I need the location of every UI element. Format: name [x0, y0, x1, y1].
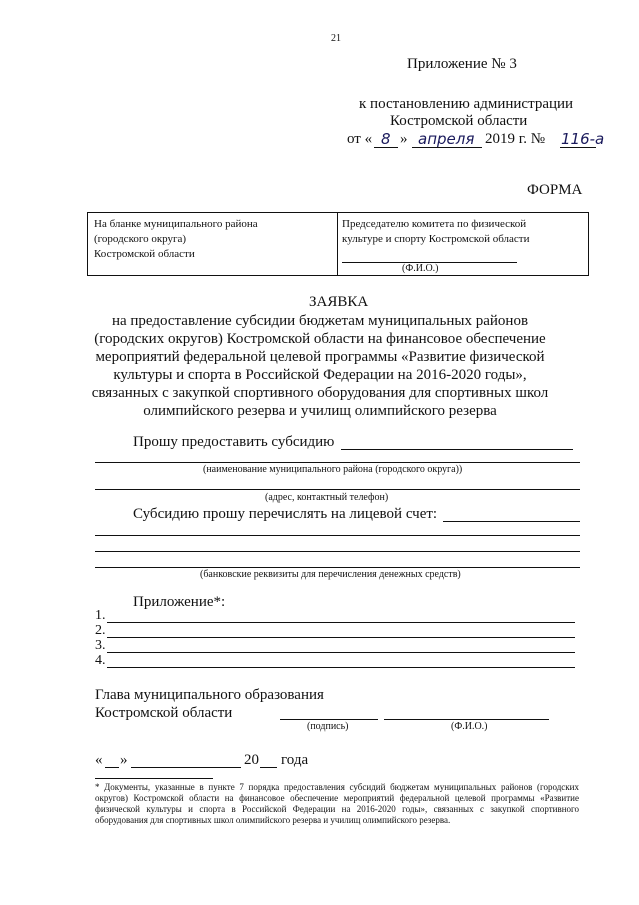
header-right-text	[342, 217, 529, 247]
appendix-line1: к постановлению администрации	[359, 96, 574, 112]
attachment-item-4: 4.	[95, 653, 106, 668]
request-line6: олимпийского резерва и училищ олимпийского резерва	[143, 403, 497, 419]
appendix-date-mid: »	[400, 131, 408, 147]
date-day-line[interactable]	[105, 767, 119, 768]
signature-line1: Глава муниципального образования	[95, 687, 324, 703]
bank-caption: (банковские реквизиты для перечисления денежных средств)	[200, 569, 461, 580]
address-line[interactable]	[95, 489, 580, 490]
signature-name-line[interactable]	[384, 719, 549, 720]
appendix-day: 8	[381, 130, 391, 148]
request-title: ЗАЯВКА	[309, 294, 369, 310]
attachment-line-1[interactable]	[107, 622, 575, 623]
request-line3: мероприятий федеральной целевой программы «Развитие физической	[95, 349, 545, 365]
date-close-quote: »	[120, 752, 128, 768]
request-line2: (городских округов) Костромской области на финансовое обеспечение	[94, 331, 546, 347]
transfer-request-label: Субсидию прошу перечислять на лицевой счет:	[133, 506, 438, 522]
signature-name-caption: (Ф.И.О.)	[451, 721, 488, 732]
appendix-number: 116-а	[561, 130, 605, 148]
attachment-line-4[interactable]	[107, 667, 575, 668]
page-number: 21	[331, 33, 341, 44]
header-left-text	[94, 217, 258, 262]
header-right-line2: культуре и спорту Костромской области	[342, 233, 530, 245]
attachment-item-1: 1.	[95, 608, 106, 623]
attachment-item-2: 2.	[95, 623, 106, 638]
subsidy-request-label: Прошу предоставить субсидию	[133, 434, 335, 450]
appendix-date-prefix: от «	[347, 131, 373, 147]
account-line[interactable]	[443, 521, 580, 522]
footnote-text: * Документы, указанные в пункте 7 порядка предоставления субсидий бюджетам муниципальных районов (городских округов) Костромской области на финансовое обеспечение мероприятий федеральной целевой программы «Развитие физической культуры и спорта в Российской Федерации на 2016-2020 годы», связанных с закупкой спортивного оборудования для спортивных школ олимпийского резерва и училищ олимпийского резерва.	[95, 782, 579, 825]
attachment-line-2[interactable]	[107, 637, 575, 638]
bank-line-3[interactable]	[95, 567, 580, 568]
signature-sign-line[interactable]	[280, 719, 378, 720]
signature-line2: Костромской области	[95, 705, 233, 721]
date-year-word: года	[281, 752, 309, 768]
header-right-line1: Председателю комитета по физической	[342, 218, 527, 230]
appendix-year: 2019 г. №	[485, 131, 546, 147]
date-month-line[interactable]	[131, 767, 241, 768]
footnote-separator	[95, 778, 213, 779]
attachment-item-3: 3.	[95, 638, 106, 653]
header-box-divider	[337, 213, 338, 275]
bank-line-1[interactable]	[95, 535, 580, 536]
date-open-quote: «	[95, 752, 103, 768]
appendix-title: Приложение № 3	[407, 56, 517, 72]
date-century: 20	[244, 752, 259, 768]
header-left-line3: Костромской области	[94, 248, 195, 260]
subsidy-amount-line[interactable]	[341, 449, 573, 450]
request-line5: связанных с закупкой спортивного оборудования для спортивных школ	[91, 385, 549, 401]
municipality-caption: (наименование муниципального района (городского округа))	[203, 464, 463, 475]
header-fio-caption: (Ф.И.О.)	[402, 263, 439, 274]
signature-sign-caption: (подпись)	[307, 721, 349, 732]
forma-label: ФОРМА	[527, 182, 583, 198]
request-description	[80, 312, 560, 420]
bank-line-2[interactable]	[95, 551, 580, 552]
request-line4: культуры и спорта в Российской Федерации на 2016-2020 годы»,	[113, 367, 527, 383]
appendix-month: апреля	[418, 130, 475, 148]
attachments-label: Приложение*:	[133, 594, 226, 610]
attachment-line-3[interactable]	[107, 652, 575, 653]
municipality-line[interactable]	[95, 462, 580, 463]
address-caption: (адрес, контактный телефон)	[265, 492, 389, 503]
request-line1: на предоставление субсидии бюджетам муниципальных районов	[111, 313, 529, 329]
appendix-line2: Костромской области	[390, 113, 528, 129]
header-left-line2: (городского округа)	[94, 233, 187, 245]
header-left-line1: На бланке муниципального района	[94, 218, 258, 230]
date-year-line[interactable]	[260, 767, 277, 768]
